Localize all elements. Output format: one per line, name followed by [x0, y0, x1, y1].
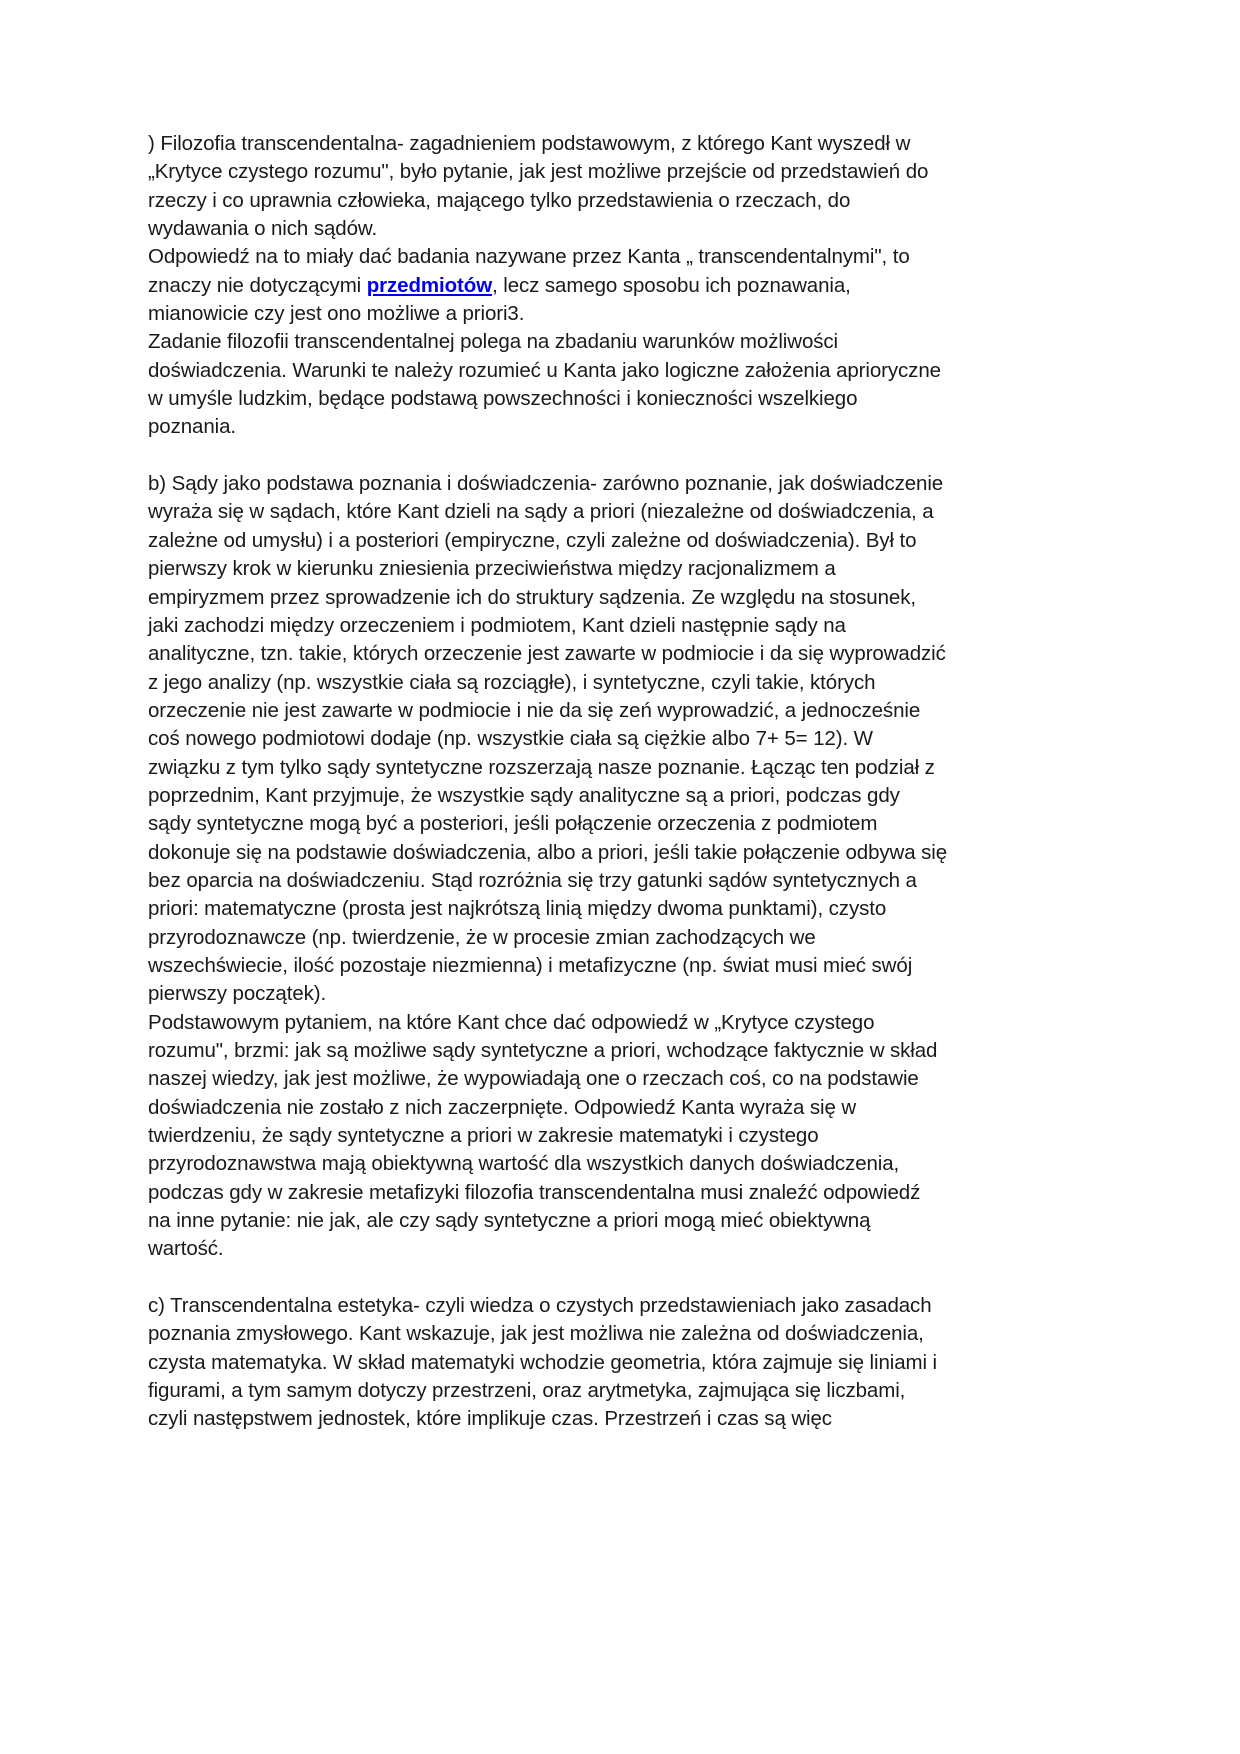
text-line: doświadczenia nie zostało z nich zaczerpnięte. Odpowiedź Kanta wyraża się w [148, 1095, 857, 1119]
text-line: figurami, a tym samym dotyczy przestrzeni, oraz arytmetyka, zajmująca się liczbami, [148, 1379, 906, 1403]
text-line: przyrodoznawcze (np. twierdzenie, że w procesie zmian zachodzących we [148, 925, 816, 949]
text-line: orzeczenie nie jest zawarte w podmiocie i nie da się zeń wyprowadzić, a jednocześnie [148, 698, 921, 722]
text-line: czyli następstwem jednostek, które implikuje czas. Przestrzeń i czas są więc [148, 1407, 832, 1431]
text-line: z jego analizy (np. wszystkie ciała są rozciągłe), i syntetyczne, czyli takie, których [148, 670, 876, 694]
text-line: empiryzmem przez sprowadzenie ich do struktury sądzenia. Ze względu na stosunek, [148, 585, 916, 609]
text-line: przyrodoznawstwa mają obiektywną wartość dla wszystkich danych doświadczenia, [148, 1152, 900, 1176]
text-line: c) Transcendentalna estetyka- czyli wiedza o czystych przedstawieniach jako zasadach [148, 1294, 932, 1318]
przedmiotow-link[interactable]: przedmiotów [366, 273, 493, 297]
paragraph-a [148, 130, 1108, 442]
text-line: priori: matematyczne (prosta jest najkrótszą linią między dwoma punktami), czysto [148, 897, 887, 921]
text-line: Podstawowym pytaniem, na które Kant chce dać odpowiedź w „Krytyce czystego [148, 1010, 875, 1034]
text-line: wartość. [148, 1237, 224, 1261]
text-line: analityczne, tzn. takie, których orzeczenie jest zawarte w podmiocie i da się wyprowadzić [148, 642, 946, 666]
text-line: poznania zmysłowego. Kant wskazuje, jak jest możliwa nie zależna od doświadczenia, [148, 1322, 924, 1346]
text-line: poprzednim, Kant przyjmuje, że wszystkie sądy analityczne są a priori, podczas gdy [148, 783, 900, 807]
link-prefix-text: znaczy nie dotyczącymi [148, 273, 367, 297]
link-suffix-text: , lecz samego sposobu ich poznawania, [492, 273, 851, 297]
text-line-with-link [148, 272, 1108, 300]
text-line: na inne pytanie: nie jak, ale czy sądy syntetyczne a priori mogą mieć obiektywną [148, 1209, 871, 1233]
text-line: jaki zachodzi między orzeczeniem i podmiotem, Kant dzieli następnie sądy na [148, 613, 846, 637]
text-line: ) Filozofia transcendentalna- zagadnieniem podstawowym, z którego Kant wyszedł w [148, 132, 911, 155]
text-line: mianowicie czy jest ono możliwe a priori3. [148, 302, 525, 326]
text-line: pierwszy krok w kierunku zniesienia przeciwieństwa między racjonalizmem a [148, 557, 836, 581]
text-line: naszej wiedzy, jak jest możliwe, że wypowiadają one o rzeczach coś, co na podstawie [148, 1067, 919, 1091]
text-line: doświadczenia. Warunki te należy rozumieć u Kanta jako logiczne założenia aprioryczne [148, 358, 941, 382]
text-line: rozumu", brzmi: jak są możliwe sądy syntetyczne a priori, wchodzące faktycznie w skład [148, 1039, 938, 1062]
text-line: wyraża się w sądach, które Kant dzieli na sądy a priori (niezależne od doświadczenia, a [148, 500, 934, 524]
text-line: bez oparcia na doświadczeniu. Stąd rozróżnia się trzy gatunki sądów syntetycznych a [148, 868, 917, 892]
text-line: wszechświecie, ilość pozostaje niezmienna) i metafizyczne (np. świat musi mieć swój [148, 953, 913, 977]
text-line: zależne od umysłu) i a posteriori (empiryczne, czyli zależne od doświadczenia). Był to [148, 528, 917, 552]
text-line: dokonuje się na podstawie doświadczenia, albo a priori, jeśli takie połączenie odbywa się [148, 840, 948, 864]
document-body [148, 130, 1108, 1434]
text-line: Zadanie filozofii transcendentalnej polega na zbadaniu warunków możliwości [148, 330, 839, 354]
text-line: związku z tym tylko sądy syntetyczne rozszerzają nasze poznanie. Łącząc ten podział z [148, 755, 935, 779]
text-line: sądy syntetyczne mogą być a posteriori, jeśli połączenie orzeczenia z podmiotem [148, 812, 878, 836]
paragraph-spacer [148, 1264, 1108, 1292]
text-line: twierdzeniu, że sądy syntetyczne a priori w zakresie matematyki i czystego [148, 1124, 819, 1148]
text-line: poznania. [148, 415, 237, 439]
text-line: Odpowiedź na to miały dać badania nazywane przez Kanta „ transcendentalnymi", to [148, 245, 910, 269]
text-line: b) Sądy jako podstawa poznania i doświadczenia- zarówno poznanie, jak doświadczenie [148, 472, 944, 496]
text-line: wydawania o nich sądów. [148, 217, 378, 241]
text-line: pierwszy początek). [148, 982, 327, 1006]
text-line: rzeczy i co uprawnia człowieka, mającego tylko przedstawienia o rzeczach, do [148, 188, 851, 212]
text-line: podczas gdy w zakresie metafizyki filozofia transcendentalna musi znaleźć odpowiedź [148, 1180, 921, 1204]
paragraph-b [148, 470, 1108, 1264]
paragraph-spacer [148, 442, 1108, 470]
paragraph-c [148, 1292, 1108, 1434]
text-line: „Krytyce czystego rozumu", było pytanie, jak jest możliwe przejście od przedstawień do [148, 160, 929, 184]
text-line: coś nowego podmiotowi dodaje (np. wszystkie ciała są ciężkie albo 7+ 5= 12). W [148, 727, 873, 751]
text-line: w umyśle ludzkim, będące podstawą powszechności i konieczności wszelkiego [148, 387, 858, 411]
text-line: czysta matematyka. W skład matematyki wchodzie geometria, która zajmuje się liniami i [148, 1350, 937, 1374]
